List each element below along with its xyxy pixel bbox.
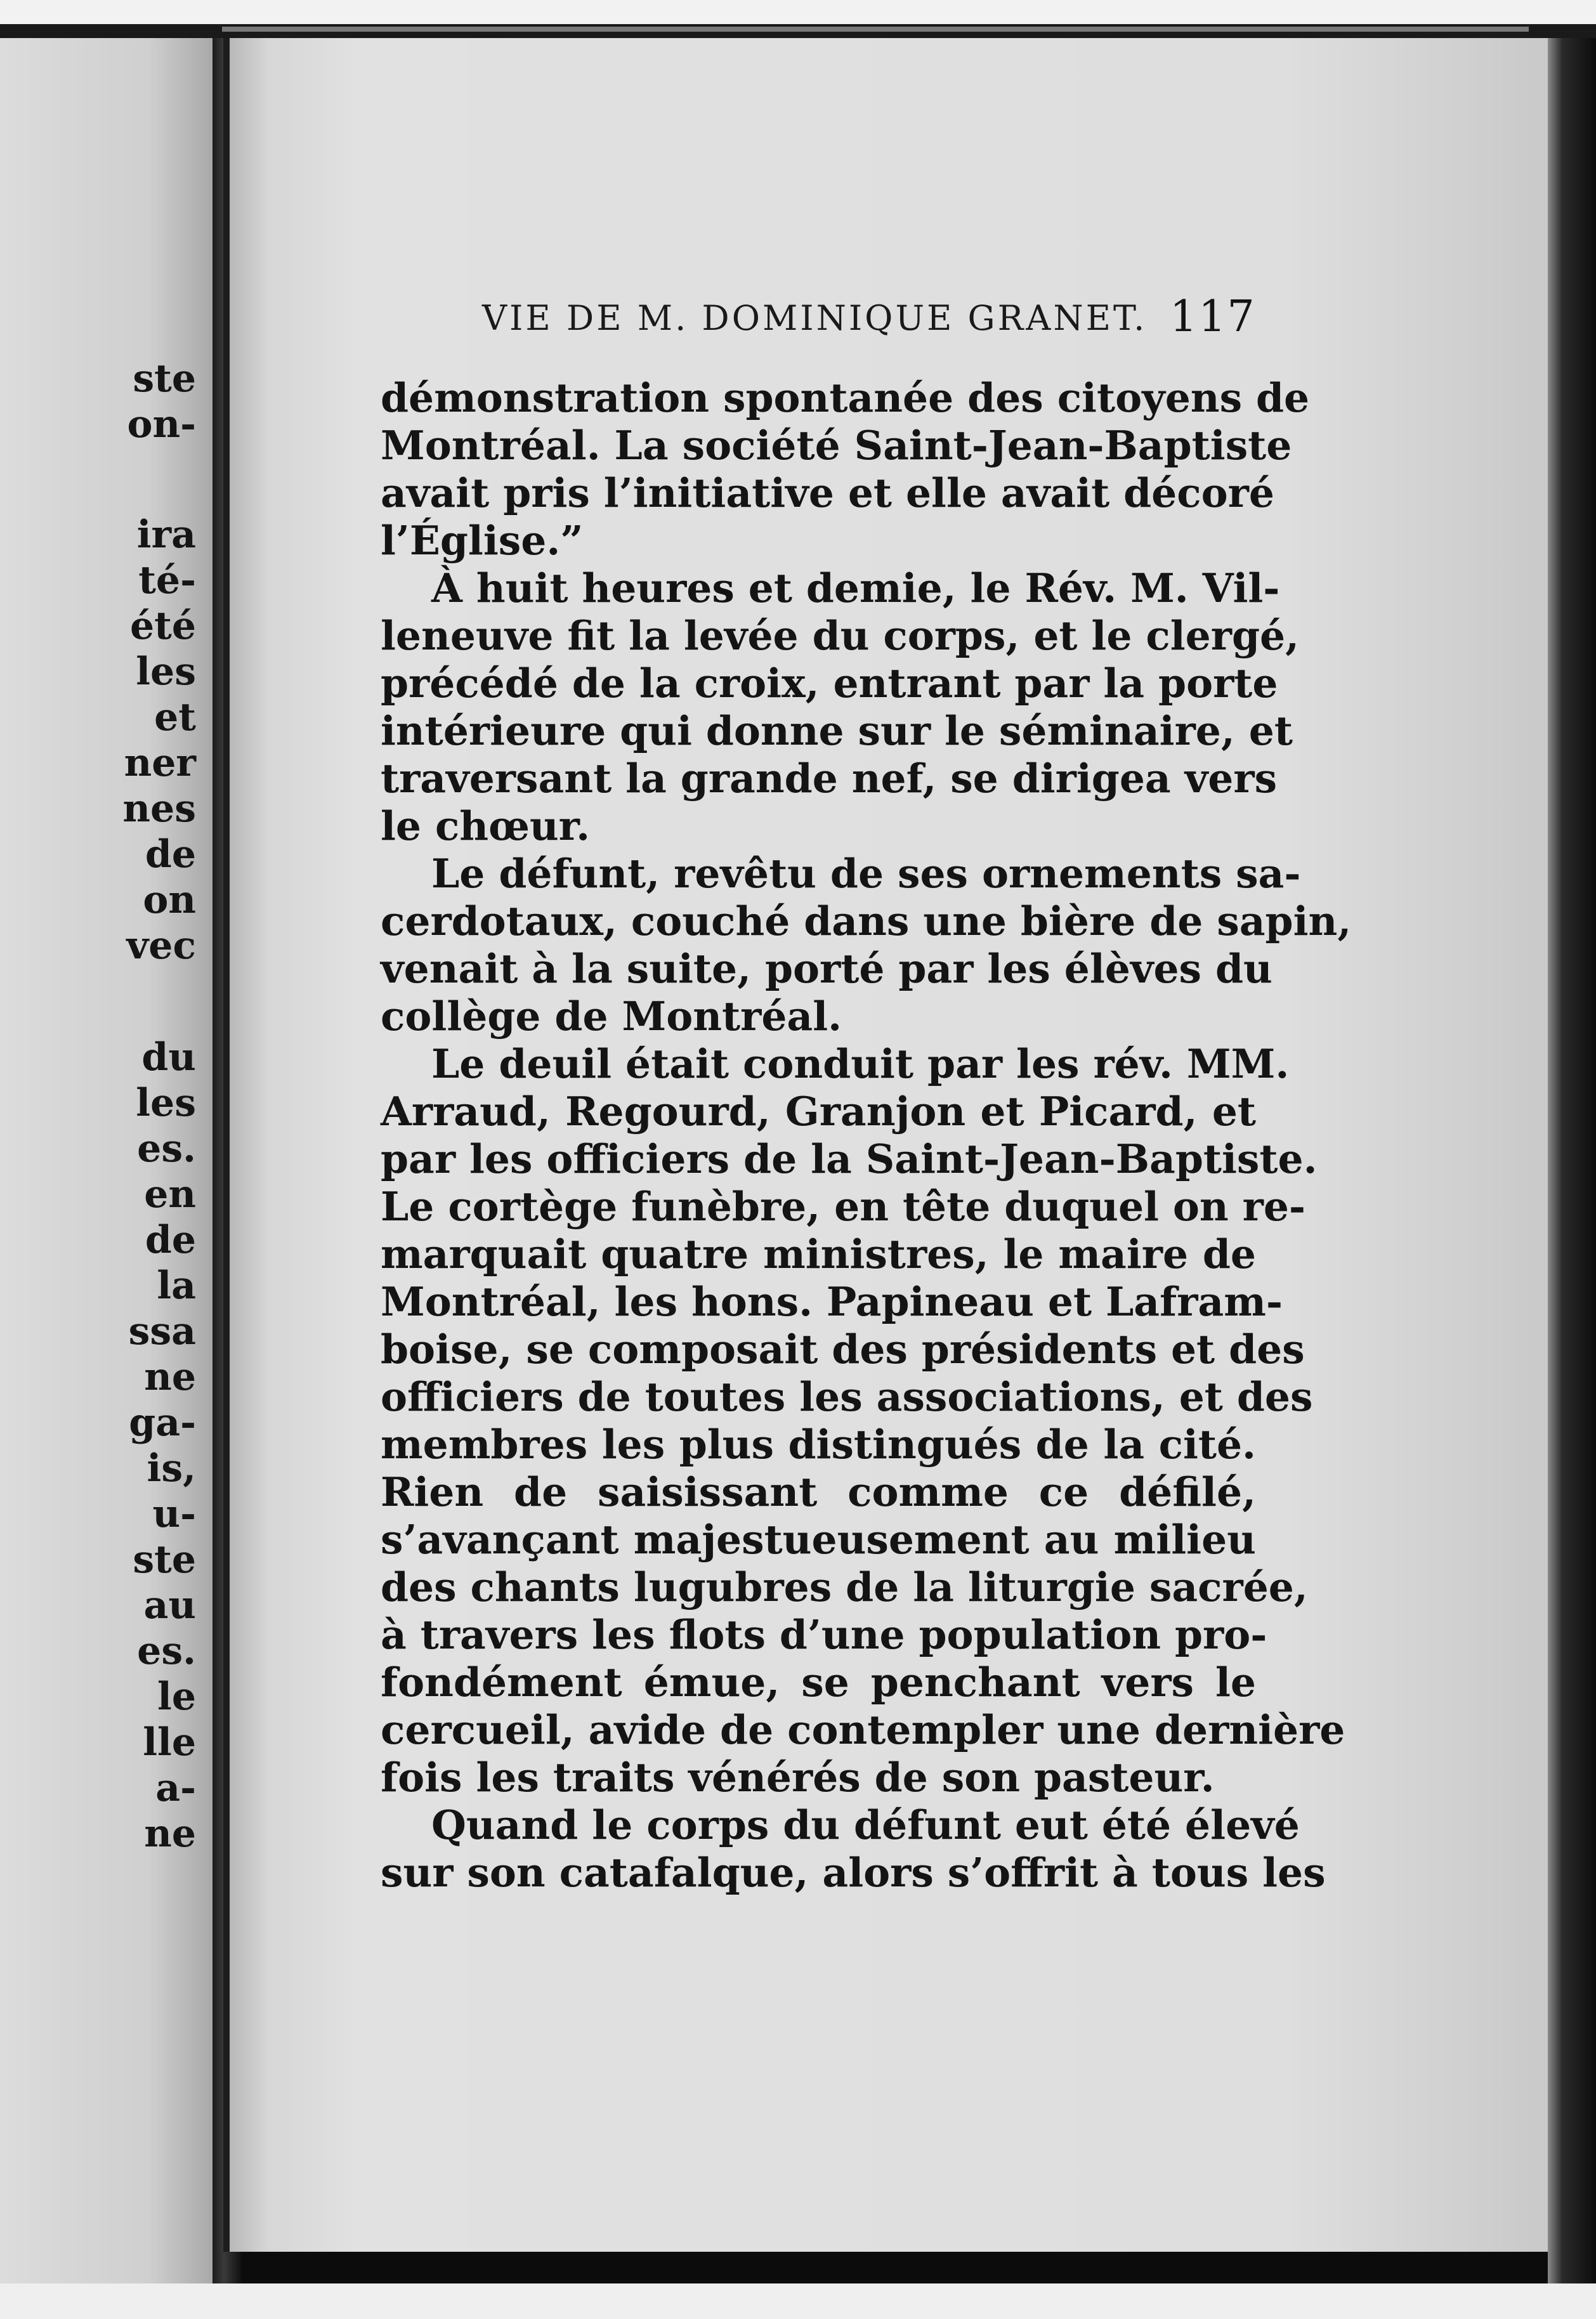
facing-page-fragment: ga- — [129, 1401, 196, 1445]
facing-page-fragment: au — [143, 1583, 196, 1628]
scan-top-margin — [0, 0, 1596, 38]
page-right-edge — [1548, 38, 1596, 2283]
text-line: Le deuil était conduit par les rév. MM. — [431, 1040, 1290, 1087]
text-line: s’avançant majestueusement au milieu — [381, 1516, 1256, 1563]
text-line: venait à la suite, porté par les élèves du — [381, 945, 1272, 992]
page-number: 117 — [1170, 292, 1256, 342]
text-line: des chants lugubres de la liturgie sacrée, — [381, 1564, 1308, 1610]
facing-page-fragment: la — [157, 1264, 196, 1308]
facing-page-fragment: es. — [137, 1127, 196, 1171]
text-line: fois les traits vénérés de son pasteur. — [381, 1754, 1215, 1801]
text-line: Le défunt, revêtu de ses ornements sa- — [431, 850, 1301, 897]
text-line: À huit heures et demie, le Rév. M. Vil- — [431, 565, 1280, 611]
text-line: marquait quatre ministres, le maire de — [381, 1231, 1256, 1277]
text-line: l’Église.” — [381, 517, 584, 564]
running-head: VIE DE M. DOMINIQUE GRANET. — [482, 298, 1148, 338]
text-line: membres les plus distingués de la cité. — [381, 1421, 1256, 1468]
body-text — [381, 374, 1352, 1897]
facing-page-fragment: nes — [122, 787, 196, 831]
scan-bottom-margin — [0, 2283, 1596, 2319]
text-line: précédé de la croix, entrant par la porte — [381, 660, 1278, 707]
text-line: Rien de saisissant comme ce défilé, — [381, 1468, 1256, 1515]
text-line: leneuve fit la levée du corps, et le clergé, — [381, 612, 1300, 659]
text-line: fondément émue, se penchant vers le — [381, 1659, 1256, 1706]
facing-page-fragment: a- — [155, 1766, 196, 1810]
text-line: Le cortège funèbre, en tête duquel on re- — [381, 1183, 1306, 1230]
text-line: avait pris l’initiative et elle avait décoré — [381, 469, 1274, 516]
facing-page-fragment: du — [141, 1035, 196, 1080]
facing-page-fragment: les — [136, 1081, 196, 1125]
facing-page-fragment: de — [145, 1218, 196, 1262]
text-line: sur son catafalque, alors s’offrit à tous les — [381, 1849, 1326, 1896]
facing-page-fragment: ste — [133, 356, 196, 401]
facing-page-fragment: té- — [138, 558, 196, 603]
facing-page-fragment: le — [157, 1675, 196, 1719]
text-line: Quand le corps du défunt eut été élevé — [431, 1801, 1300, 1848]
text-line: Montréal. La société Saint-Jean-Baptiste — [381, 422, 1292, 469]
text-line: par les officiers de la Saint-Jean-Baptiste. — [381, 1135, 1318, 1182]
facing-page-fragment: les — [136, 650, 196, 694]
facing-page-fragment: es. — [137, 1629, 196, 1673]
text-line: Montréal, les hons. Papineau et Lafram- — [381, 1278, 1283, 1325]
text-line: démonstration spontanée des citoyens de — [381, 374, 1310, 421]
text-line: collège de Montréal. — [381, 993, 842, 1040]
facing-page-fragment: été — [129, 604, 196, 648]
facing-page-fragment: ssa — [128, 1309, 196, 1354]
facing-page-fragment: is, — [147, 1446, 196, 1491]
facing-page-fragment: en — [144, 1172, 196, 1217]
text-line: à travers les flots d’une population pro- — [381, 1611, 1267, 1658]
facing-page-fragment: lle — [143, 1720, 196, 1765]
text-line: le chœur. — [381, 802, 591, 849]
facing-page-fragment: on — [143, 878, 196, 922]
facing-page-fragment: de — [145, 832, 196, 877]
text-line: officiers de toutes les associations, et des — [381, 1373, 1313, 1420]
facing-page-fragment: on- — [127, 402, 196, 447]
facing-page-fragment: ste — [133, 1538, 196, 1582]
facing-page-fragment: u- — [152, 1492, 196, 1536]
facing-page-fragment: ner — [124, 741, 196, 785]
text-line: intérieure qui donne sur le séminaire, et — [381, 707, 1293, 754]
facing-page-fragment: et — [154, 695, 196, 740]
facing-page-fragment: ira — [136, 513, 196, 557]
text-line: cerdotaux, couché dans une bière de sapin, — [381, 898, 1352, 944]
scan-top-rule — [222, 27, 1529, 32]
facing-page-fragment: ne — [144, 1812, 196, 1856]
facing-page-fragment: ne — [144, 1355, 196, 1399]
text-line: traversant la grande nef, se dirigea vers — [381, 755, 1278, 802]
facing-page-fragment: vec — [126, 924, 196, 968]
text-line: cercueil, avide de contempler une dernière — [381, 1706, 1345, 1753]
facing-page-edge — [0, 38, 213, 2283]
text-line: Arraud, Regourd, Granjon et Picard, et — [381, 1088, 1256, 1135]
text-line: boise, se composait des présidents et des — [381, 1326, 1305, 1373]
